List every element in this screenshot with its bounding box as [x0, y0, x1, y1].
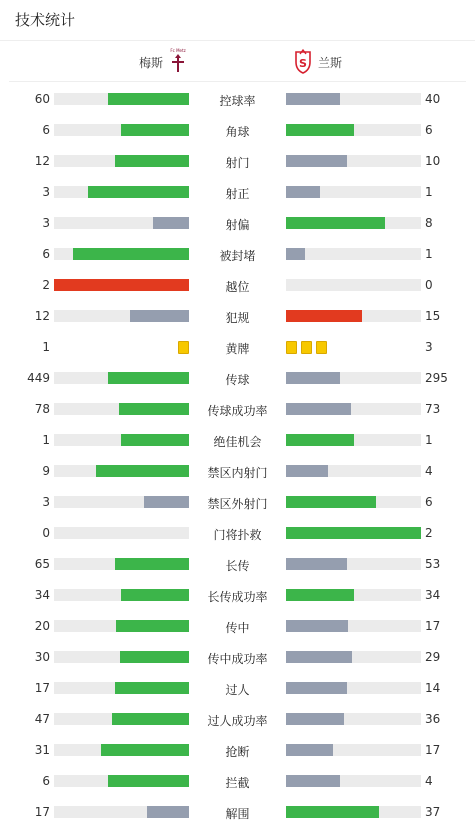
away-bar-track — [286, 217, 421, 229]
away-bar-track — [286, 403, 421, 415]
stat-row — [0, 642, 475, 673]
home-bar-fill — [115, 155, 189, 167]
home-bar-fill — [121, 589, 189, 601]
away-yellow-cards — [286, 341, 331, 354]
away-stat-value: 53 — [425, 557, 441, 571]
away-bar-fill — [286, 775, 340, 787]
stat-row — [0, 332, 475, 363]
stat-row — [0, 797, 475, 828]
stat-row — [0, 549, 475, 580]
home-stat-value: 30 — [34, 650, 50, 664]
stat-row — [0, 363, 475, 394]
away-bar-fill — [286, 558, 347, 570]
away-bar-fill — [286, 186, 320, 198]
away-bar-track — [286, 806, 421, 818]
away-bar-fill — [286, 248, 305, 260]
home-bar-fill — [121, 124, 189, 136]
stat-row — [0, 84, 475, 115]
stat-label: 拦截 — [225, 776, 250, 790]
away-stat-value: 6 — [425, 123, 433, 137]
home-bar-track — [54, 186, 189, 198]
home-bar-fill — [108, 775, 189, 787]
stat-label: 射门 — [225, 156, 250, 170]
away-stat-value: 37 — [425, 805, 441, 819]
home-stat-value: 3 — [42, 185, 50, 199]
away-stat-value: 1 — [425, 247, 433, 261]
teams-header — [9, 41, 466, 82]
home-bar-fill — [120, 651, 189, 663]
away-stat-value: 34 — [425, 588, 441, 602]
away-bar-track — [286, 93, 421, 105]
away-bar-fill — [286, 651, 352, 663]
away-bar-track — [286, 310, 421, 322]
away-bar-track — [286, 682, 421, 694]
stat-label: 传球成功率 — [207, 404, 268, 418]
stat-label: 禁区外射门 — [207, 497, 268, 511]
home-bar-track — [54, 806, 189, 818]
home-bar-fill — [116, 620, 189, 632]
away-stat-value: 17 — [425, 743, 441, 757]
stat-label: 越位 — [225, 280, 250, 294]
away-team-name[interactable]: 兰斯 — [318, 56, 343, 70]
home-bar-track — [54, 248, 189, 260]
stat-row — [0, 208, 475, 239]
home-bar-fill — [101, 744, 189, 756]
away-bar-track — [286, 744, 421, 756]
away-bar-track — [286, 713, 421, 725]
stat-label: 犯规 — [225, 311, 250, 325]
away-stat-value: 6 — [425, 495, 433, 509]
home-stat-value: 1 — [42, 433, 50, 447]
away-bar-track — [286, 558, 421, 570]
page-title: 技术统计 — [0, 0, 475, 41]
stat-label: 传中 — [225, 621, 250, 635]
home-bar-fill — [115, 558, 189, 570]
away-bar-fill — [286, 93, 340, 105]
home-stat-value: 9 — [42, 464, 50, 478]
away-bar-fill — [286, 527, 421, 539]
away-bar-track — [286, 496, 421, 508]
stat-label: 传球 — [225, 373, 250, 387]
home-bar-fill — [144, 496, 189, 508]
home-bar-track — [54, 589, 189, 601]
away-bar-fill — [286, 806, 379, 818]
home-stat-value: 1 — [42, 340, 50, 354]
stat-row — [0, 425, 475, 456]
home-stat-value: 6 — [42, 123, 50, 137]
home-team-name[interactable]: 梅斯 — [138, 56, 163, 70]
stat-label: 长传 — [225, 559, 250, 573]
home-bar-track — [54, 279, 189, 291]
home-bar-track — [54, 558, 189, 570]
away-bar-track — [286, 124, 421, 136]
stat-label: 射正 — [225, 187, 250, 201]
away-bar-track — [286, 434, 421, 446]
home-stat-value: 3 — [42, 216, 50, 230]
away-stat-value: 295 — [425, 371, 448, 385]
stat-row — [0, 518, 475, 549]
home-bar-fill — [54, 279, 189, 291]
home-bar-fill — [119, 403, 189, 415]
home-bar-fill — [96, 465, 189, 477]
stat-label: 抢断 — [225, 745, 250, 759]
home-stat-value: 31 — [34, 743, 50, 757]
home-bar-track — [54, 620, 189, 632]
home-bar-track — [54, 124, 189, 136]
home-bar-track — [54, 527, 189, 539]
home-stat-value: 2 — [42, 278, 50, 292]
away-stat-value: 1 — [425, 185, 433, 199]
away-bar-fill — [286, 713, 344, 725]
away-stat-value: 10 — [425, 154, 441, 168]
stat-label: 被封堵 — [219, 249, 256, 263]
stat-row — [0, 394, 475, 425]
home-bar-track — [54, 496, 189, 508]
stat-label: 门将扑救 — [213, 528, 262, 542]
stat-row — [0, 239, 475, 270]
stat-row — [0, 115, 475, 146]
away-stat-value: 36 — [425, 712, 441, 726]
away-bar-track — [286, 186, 421, 198]
away-bar-track — [286, 620, 421, 632]
away-stat-value: 29 — [425, 650, 441, 664]
home-bar-track — [54, 713, 189, 725]
home-bar-track — [54, 744, 189, 756]
away-bar-fill — [286, 496, 376, 508]
home-bar-track — [54, 434, 189, 446]
away-bar-track — [286, 775, 421, 787]
away-bar-fill — [286, 155, 347, 167]
away-bar-fill — [286, 682, 347, 694]
home-bar-track — [54, 93, 189, 105]
home-stat-value: 34 — [34, 588, 50, 602]
away-bar-track — [286, 465, 421, 477]
stat-row — [0, 735, 475, 766]
away-stat-value: 1 — [425, 433, 433, 447]
away-stat-value: 3 — [425, 340, 433, 354]
stat-row — [0, 487, 475, 518]
stat-label: 绝佳机会 — [213, 435, 262, 449]
away-stat-value: 8 — [425, 216, 433, 230]
svg-text:S: S — [299, 57, 307, 70]
stat-row — [0, 580, 475, 611]
home-bar-fill — [108, 372, 189, 384]
away-bar-fill — [286, 124, 354, 136]
stat-row — [0, 673, 475, 704]
away-bar-fill — [286, 620, 348, 632]
away-bar-fill — [286, 403, 351, 415]
home-stat-value: 6 — [42, 774, 50, 788]
away-bar-track — [286, 248, 421, 260]
away-bar-track — [286, 279, 421, 291]
home-bar-track — [54, 682, 189, 694]
stat-label: 长传成功率 — [207, 590, 268, 604]
away-bar-fill — [286, 744, 333, 756]
away-bar-track — [286, 372, 421, 384]
stat-row — [0, 177, 475, 208]
away-stat-value: 4 — [425, 464, 433, 478]
away-stat-value: 15 — [425, 309, 441, 323]
home-stat-value: 0 — [42, 526, 50, 540]
home-bar-fill — [108, 93, 189, 105]
stat-row — [0, 704, 475, 735]
home-bar-fill — [147, 806, 189, 818]
away-bar-fill — [286, 589, 354, 601]
stat-label: 禁区内射门 — [207, 466, 268, 480]
stat-row — [0, 270, 475, 301]
away-stat-value: 40 — [425, 92, 441, 106]
home-yellow-cards — [174, 341, 189, 354]
away-bar-fill — [286, 217, 385, 229]
yellow-card-icon — [301, 341, 312, 354]
away-bar-fill — [286, 310, 362, 322]
away-stat-value: 17 — [425, 619, 441, 633]
home-stat-value: 449 — [27, 371, 50, 385]
away-bar-track — [286, 589, 421, 601]
home-bar-track — [54, 217, 189, 229]
away-bar-track — [286, 155, 421, 167]
home-stat-value: 60 — [34, 92, 50, 106]
away-bar-fill — [286, 434, 354, 446]
home-stat-value: 12 — [34, 154, 50, 168]
stat-row — [0, 146, 475, 177]
home-bar-track — [54, 775, 189, 787]
home-bar-track — [54, 310, 189, 322]
home-stat-value: 47 — [34, 712, 50, 726]
stat-row — [0, 766, 475, 797]
yellow-card-icon — [316, 341, 327, 354]
home-bar-track — [54, 465, 189, 477]
home-stat-value: 3 — [42, 495, 50, 509]
stat-label: 解围 — [225, 807, 250, 821]
home-bar-fill — [121, 434, 189, 446]
stat-label: 角球 — [225, 125, 250, 139]
home-bar-track — [54, 372, 189, 384]
stat-label: 射偏 — [225, 218, 250, 232]
yellow-card-icon — [286, 341, 297, 354]
home-bar-fill — [153, 217, 189, 229]
home-bar-track — [54, 403, 189, 415]
stat-label: 过人成功率 — [207, 714, 268, 728]
home-stat-value: 12 — [34, 309, 50, 323]
away-stat-value: 73 — [425, 402, 441, 416]
home-stat-value: 65 — [34, 557, 50, 571]
stat-row — [0, 456, 475, 487]
stat-label: 黄牌 — [225, 342, 250, 356]
away-bar-fill — [286, 372, 340, 384]
home-bar-fill — [115, 682, 189, 694]
away-stat-value: 2 — [425, 526, 433, 540]
away-stat-value: 0 — [425, 278, 433, 292]
stat-row — [0, 611, 475, 642]
home-stat-value: 78 — [34, 402, 50, 416]
home-bar-track — [54, 155, 189, 167]
stat-label: 过人 — [225, 683, 250, 697]
home-stat-value: 17 — [34, 681, 50, 695]
fc-metz-logo-icon[interactable] — [168, 48, 188, 74]
stat-row — [0, 301, 475, 332]
stat-label: 控球率 — [219, 94, 256, 108]
home-stat-value: 6 — [42, 247, 50, 261]
home-bar-track — [54, 651, 189, 663]
home-stat-value: 17 — [34, 805, 50, 819]
away-bar-fill — [286, 465, 328, 477]
away-bar-track — [286, 527, 421, 539]
away-stat-value: 4 — [425, 774, 433, 788]
yellow-card-icon — [178, 341, 189, 354]
home-bar-fill — [88, 186, 189, 198]
away-bar-track — [286, 651, 421, 663]
home-stat-value: 20 — [34, 619, 50, 633]
home-bar-fill — [112, 713, 189, 725]
stade-reims-logo-icon[interactable] — [294, 48, 312, 74]
stat-label: 传中成功率 — [207, 652, 268, 666]
home-bar-fill — [130, 310, 189, 322]
home-logo-text: Fc Metz — [170, 48, 186, 53]
home-bar-fill — [73, 248, 189, 260]
away-stat-value: 14 — [425, 681, 441, 695]
